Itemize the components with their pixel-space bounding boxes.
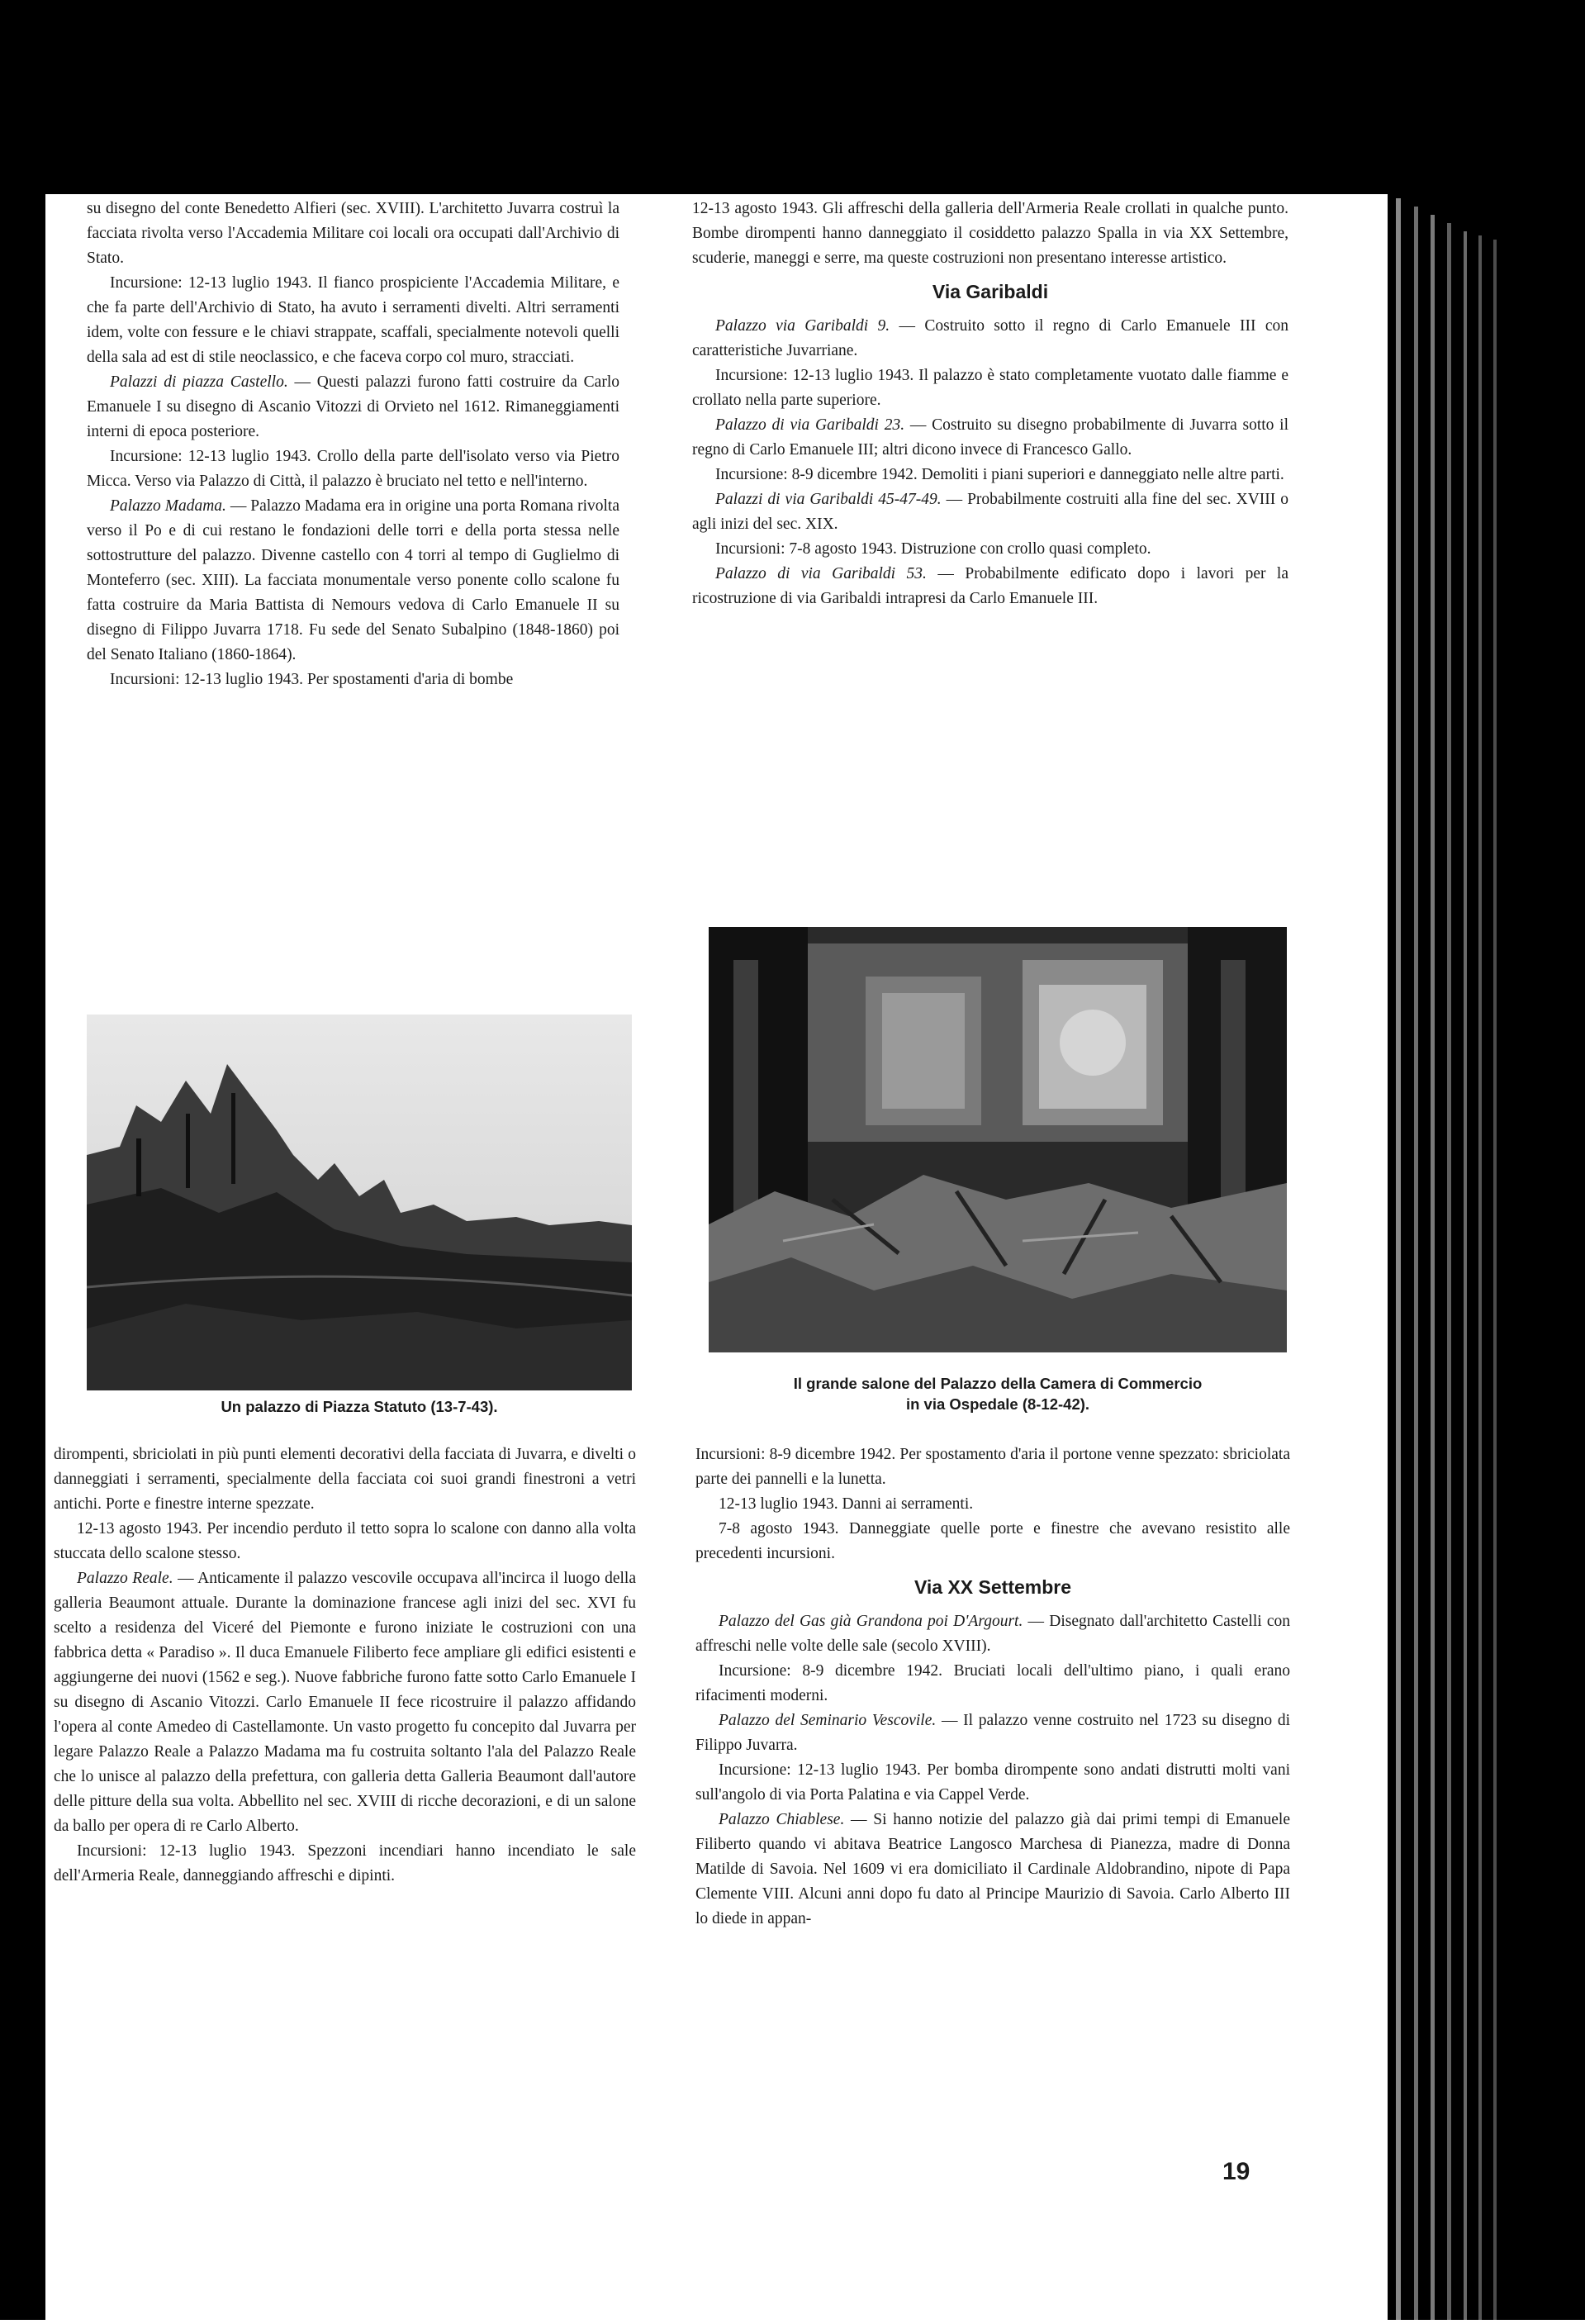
paragraph-text: — Il palazzo venne costruito nel 1723 su disegno di Filippo Juvarra. xyxy=(695,1712,1290,1754)
paragraph-lead: Palazzo del Seminario Vescovile. xyxy=(719,1712,937,1729)
paragraph-text: Incursioni: 12-13 luglio 1943. Spezzoni incendiari hanno incendiato le sale dell'Armeria Reale, danneggiando affreschi e dipinti. xyxy=(54,1842,636,1884)
paragraph xyxy=(54,1839,636,1889)
paragraph-text: — Costruito sotto il regno di Carlo Emanuele III con caratteristiche Juvarriane. xyxy=(692,317,1288,359)
paragraph xyxy=(692,562,1288,611)
paragraph-text: — Questi palazzi furono fatti costruire da Carlo Emanuele I su disegno di Ascanio Vitozzi di Orvieto nel 1612. Rimaneggiamenti interni di epoca posteriore. xyxy=(87,373,619,440)
paragraph xyxy=(695,1442,1290,1492)
paragraph-text: Incursioni: 8-9 dicembre 1942. Per spostamento d'aria il portone venne spezzato: sbriciolata parte dei pannelli e la lunetta. xyxy=(695,1446,1290,1488)
paragraph-lead: Palazzo del Gas già Grandona poi D'Argourt. xyxy=(719,1613,1023,1630)
paragraph-lead: Palazzo Madama. xyxy=(110,497,226,515)
paragraph xyxy=(695,1609,1290,1659)
paragraph xyxy=(695,1808,1290,1932)
paragraph xyxy=(87,668,619,692)
paragraph-lead: Palazzo Chiablese. xyxy=(719,1811,845,1828)
paragraph-lead: Palazzo Reale. xyxy=(77,1570,173,1587)
paragraph xyxy=(87,271,619,370)
photo-camera-commercio xyxy=(709,927,1287,1352)
paragraph xyxy=(695,1758,1290,1808)
paragraph xyxy=(695,1492,1290,1517)
paragraph xyxy=(695,1709,1290,1758)
paragraph-text: Incursioni: 12-13 luglio 1943. Per spostamenti d'aria di bombe xyxy=(110,671,514,688)
photo-piazza-statuto xyxy=(87,1015,632,1390)
paragraph-text: Incursione: 12-13 luglio 1943. Per bomba dirompente sono andati distrutti molti vani sull'angolo di via Porta Palatina e via Cappel Verde. xyxy=(695,1761,1290,1804)
paragraph xyxy=(692,413,1288,463)
paragraph xyxy=(87,494,619,668)
text-column-top-left xyxy=(87,197,619,692)
photo-caption-right-line1: Il grande salone del Palazzo della Camera di Commercio xyxy=(793,1375,1203,1392)
scan-left-border xyxy=(0,0,45,2320)
paragraph xyxy=(695,1659,1290,1709)
paragraph-text: — Costruito su disegno probabilmente di Juvarra sotto il regno di Carlo Emanuele III; altri dicono invece di Francesco Gallo. xyxy=(692,416,1289,459)
paragraph xyxy=(692,364,1288,413)
paragraph-text: dirompenti, sbriciolati in più punti elementi decorativi della facciata di Juvarra, e divelti o danneggiati i serramenti, specialmente della facciata coi suoi grandi finestroni a vetri antichi. Porte e finestre interne spezzate. xyxy=(54,1446,636,1513)
paragraph-text: — Palazzo Madama era in origine una porta Romana rivolta verso il Po e di cui restano le fondazioni delle torri e della porta stessa nelle sottostrutture del palazzo. Divenne castello con 4 torri al tempo di Guglielmo di Monteferro (sec. XIII). La facciata monumentale verso ponente collo scalone fu fatta costruire da Maria Battista di Nemours vedova di Carlo Emanuele II su disegno di Filippo Juvarra 1718. Fu sede del Senato Subalpino (1848-1860) poi del Senato Italiano (1860-1864). xyxy=(87,497,619,663)
paragraph xyxy=(692,314,1288,364)
paragraph-lead: Palazzo di via Garibaldi 53. xyxy=(715,565,927,582)
paragraph-text: 12-13 luglio 1943. Danni ai serramenti. xyxy=(719,1495,974,1513)
book-spine-edges xyxy=(1388,0,1585,2320)
paragraph xyxy=(87,370,619,444)
paragraph-text: — Anticamente il palazzo vescovile occupava all'incirca il luogo della galleria Beaumont attuale. Durante la dominazione francese agli inizi del sec. XVI fu scelto a residenza del Viceré del Piemonte e furono iniziate le costruzioni con una fabbrica detta « Paradiso ». Il duca Emanuele Filiberto fece ampliare gli edifici esistenti e aggiungerne dei nuovi (1562 e seg.). Nuove fabbriche furono fatte sotto Carlo Emanuele I su disegno di Ascanio Vitozzi. Carlo Emanuele II fece ricostruire il palazzo affidando l'opera al conte Amedeo di Castellamonte. Un vasto progetto fu concepito dal Juvarra per legare Palazzo Reale a Palazzo Madama ma fu costruita soltanto l'ala del Palazzo Reale che lo unisce al palazzo della prefettura, con galleria detta Galleria Beaumont dall'autore delle pitture della sua volta. Abbellito nel sec. XVIII di ricche decorazioni, e di un salone da ballo per opera di re Carlo Alberto. xyxy=(54,1570,636,1835)
text-column-top-right xyxy=(692,197,1288,611)
paragraph xyxy=(87,197,619,271)
paragraph xyxy=(54,1566,636,1839)
scan-top-border xyxy=(0,0,1585,194)
photo-caption-left: Un palazzo di Piazza Statuto (13-7-43). xyxy=(221,1398,498,1415)
paragraph-text: — Probabilmente edificato dopo i lavori per la ricostruzione di via Garibaldi intrapresi da Carlo Emanuele III. xyxy=(692,565,1289,607)
paragraph-text: — Si hanno notizie del palazzo già dai primi tempi di Emanuele Filiberto quando vi abitava Beatrice Langosco Marchesa di Pianezza, madre di Donna Matilde di Savoia. Nel 1609 vi era domiciliato il Cardinale Aldobrandino, nipote di Papa Clemente VIII. Alcuni anni dopo fu dato al Principe Maurizio di Savoia. Carlo Alberto III lo diede in appan- xyxy=(695,1811,1290,1927)
paragraph-text: su disegno del conte Benedetto Alfieri (sec. XVIII). L'architetto Juvarra costruì la facciata rivolta verso l'Accademia Militare coi locali ora occupati dall'Archivio di Stato. xyxy=(87,200,619,267)
paragraph-text: — Probabilmente costruiti alla fine del sec. XVIII o agli inizi del sec. XIX. xyxy=(692,491,1289,533)
paragraph xyxy=(87,444,619,494)
paragraph-lead: Palazzi di piazza Castello. xyxy=(110,373,288,391)
paragraph-lead: Palazzi di via Garibaldi 45-47-49. xyxy=(715,491,942,508)
paragraph xyxy=(692,463,1288,487)
paragraph-text: 12-13 agosto 1943. Per incendio perduto il tetto sopra lo scalone con danno alla volta stuccata dello scalone stesso. xyxy=(54,1520,636,1562)
paragraph xyxy=(54,1442,636,1517)
paragraph-text: Incursioni: 7-8 agosto 1943. Distruzione con crollo quasi completo. xyxy=(715,540,1151,558)
page-number: 19 xyxy=(1222,2158,1250,2185)
paragraph-text: Incursione: 8-9 dicembre 1942. Bruciati locali dell'ultimo piano, i quali erano rifacimenti moderni. xyxy=(695,1662,1290,1704)
paragraph-text: — Disegnato dall'architetto Castelli con affreschi nelle volte delle sale (secolo XVIII). xyxy=(695,1613,1290,1655)
paragraph xyxy=(695,1517,1290,1566)
paragraph-text: Incursione: 12-13 luglio 1943. Il fianco prospiciente l'Accademia Militare, e che fa parte dell'Archivio di Stato, ha avuto i serramenti divelti. Altri serramenti idem, volte con fessure e le chiavi strappate, scaffali, specialmente notevoli quelli della sala ad est di stile neoclassico, e che faceva corpo col muro, stracciati. xyxy=(87,274,619,366)
paragraph-text: Incursione: 12-13 luglio 1943. Il palazzo è stato completamente vuotato dalle fiamme e crollato nella parte superiore. xyxy=(692,367,1288,409)
text-column-bottom-right xyxy=(695,1442,1290,1932)
photo-caption-right xyxy=(709,1373,1287,1414)
paragraph-lead: Palazzo di via Garibaldi 23. xyxy=(715,416,905,434)
paragraph xyxy=(692,537,1288,562)
paragraph xyxy=(692,197,1288,271)
photo-caption-right-line2: in via Ospedale (8-12-42). xyxy=(905,1395,1090,1413)
paragraph-text: Incursione: 12-13 luglio 1943. Crollo della parte dell'isolato verso via Pietro Micca. Verso via Palazzo di Città, il palazzo è bruciato nel tetto e nell'interno. xyxy=(87,448,619,490)
paragraph xyxy=(692,487,1288,537)
paragraph xyxy=(54,1517,636,1566)
text-column-bottom-left xyxy=(54,1442,636,1889)
section-heading: Via Garibaldi xyxy=(932,281,1049,302)
paragraph-lead: Palazzo via Garibaldi 9. xyxy=(715,317,890,335)
paragraph-text: Incursione: 8-9 dicembre 1942. Demoliti i piani superiori e danneggiato nelle altre parti. xyxy=(715,466,1284,483)
section-heading: Via XX Settembre xyxy=(914,1576,1072,1598)
paragraph-text: 12-13 agosto 1943. Gli affreschi della galleria dell'Armeria Reale crollati in qualche punto. Bombe dirompenti hanno danneggiato il cosiddetto palazzo Spalla in via XX Settembre, scuderie, maneggi e serre, ma queste costruzioni non presentano interesse artistico. xyxy=(692,200,1288,267)
paragraph-text: 7-8 agosto 1943. Danneggiate quelle porte e finestre che avevano resistito alle precedenti incursioni. xyxy=(695,1520,1290,1562)
